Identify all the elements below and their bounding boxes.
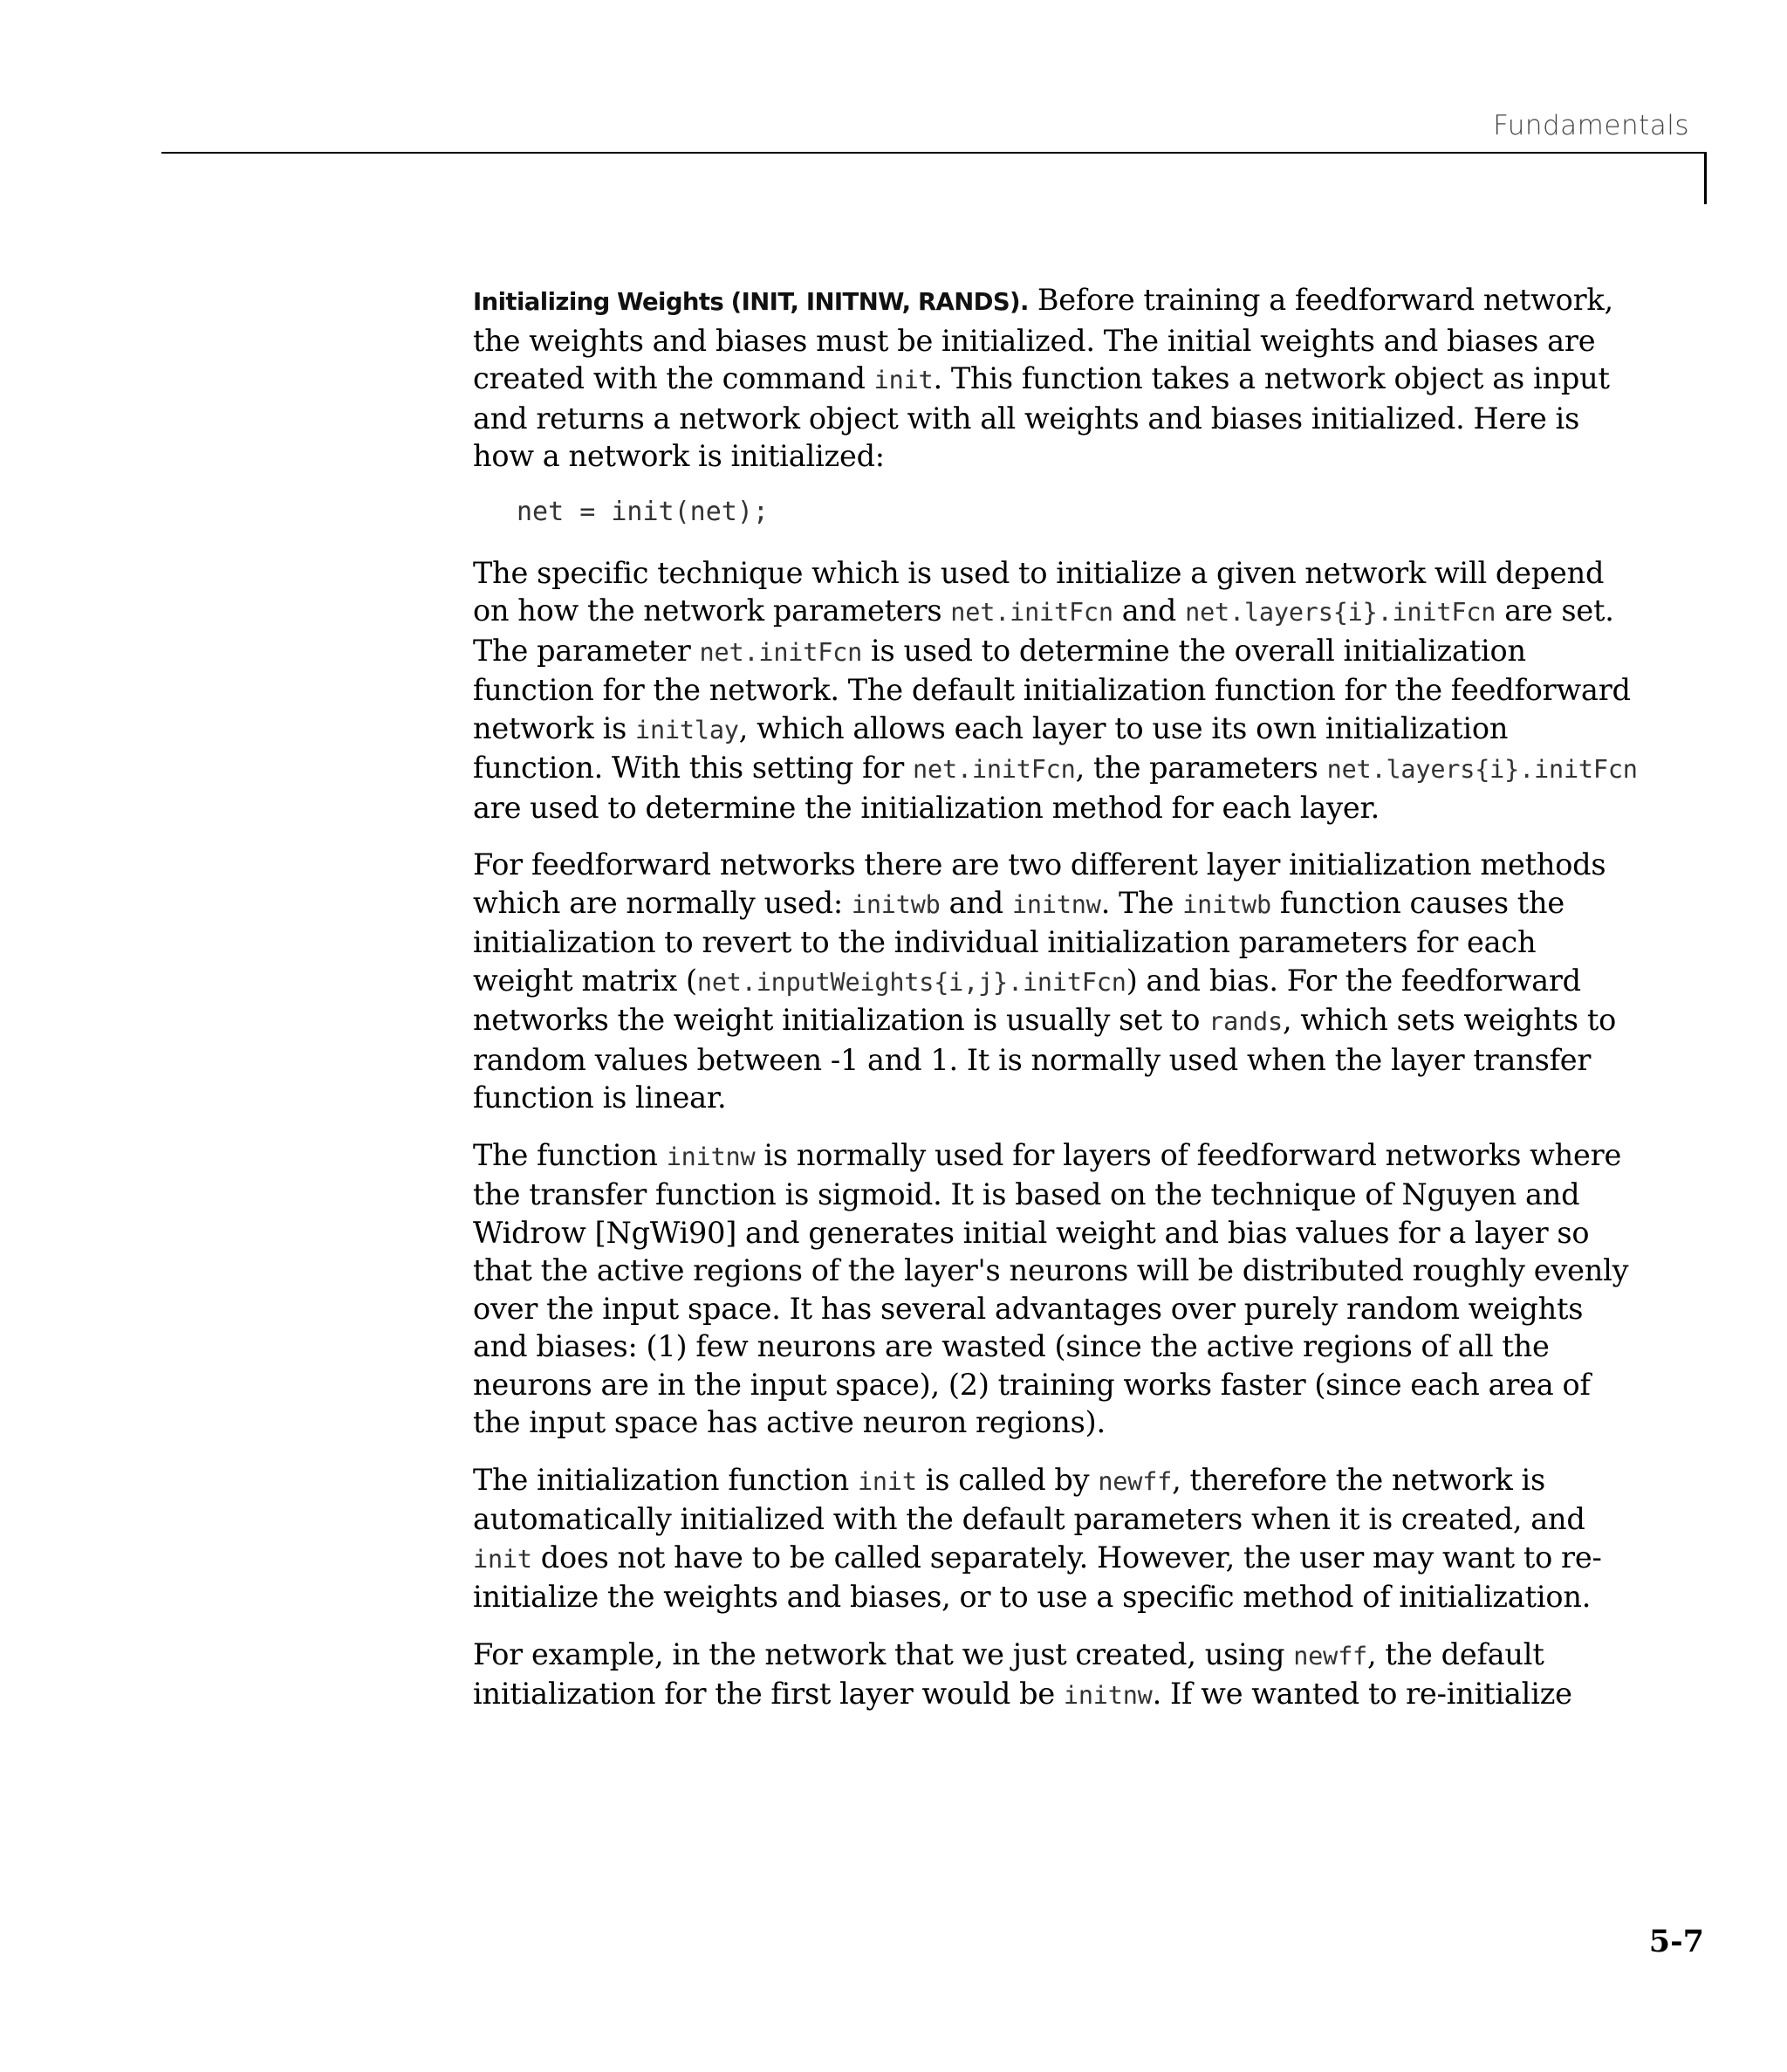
text-run: are set. The parameter [473,593,1614,668]
code-inline: net.initFcn [913,755,1076,784]
text-run: is called by [916,1462,1099,1497]
code-inline: net.inputWeights{i,j}.initFcn [696,967,1126,997]
paragraph-initnw [473,1136,1638,1442]
code-inline: initwb [1182,889,1271,919]
text-run: does not have to be called separately. However, the user may want to re-initialize the weights and biases, or to use a specific method of initialization. [473,1540,1602,1614]
code-inline: init [873,366,934,395]
code-inline: initlay [635,715,739,744]
text-run: , which allows each layer to use its own initialization function. With this setting for [473,710,1509,785]
text-run: . The [1100,885,1183,920]
code-inline: net.layers{i}.initFcn [1185,598,1496,627]
section-header-title: Fundamentals [1493,110,1689,141]
text-run: , the default initialization for the first layer would be [473,1636,1544,1711]
paragraph-initializing-weights [473,281,1638,476]
code-inline: initnw [666,1142,756,1171]
header-corner-mark [1704,152,1707,204]
code-inline: net.initFcn [950,598,1113,627]
paragraph-init-called-by-newff [473,1461,1638,1616]
code-inline: net.layers{i}.initFcn [1326,755,1638,784]
code-inline: net.initFcn [699,637,863,667]
run-in-heading: Initializing Weights (INIT, INITNW, RANDS). [473,288,1029,316]
text-run: For feedforward networks there are two different layer initialization methods which are normally used: [473,847,1606,920]
code-inline: initnw [1063,1681,1153,1710]
text-run: . If we wanted to re-initialize [1152,1677,1572,1711]
text-run: and [940,885,1012,920]
header-rule [161,152,1707,154]
text-run: is used to determine the overall initialization function for the network. The default initialization function for the feedforward network is [473,633,1631,745]
code-inline: initwb [851,889,941,919]
code-inline: newff [1098,1466,1173,1496]
code-inline: initnw [1011,889,1101,919]
text-run: are used to determine the initialization method for each layer. [473,790,1380,825]
text-run: The initialization function [473,1462,858,1497]
paragraph-layer-init-methods [473,846,1638,1117]
text-run: function causes the initialization to revert to the individual initialization parameters for each weight matrix ( [473,885,1565,998]
text-run: For example, in the network that we just created, using [473,1636,1294,1671]
code-inline: newff [1293,1641,1367,1671]
text-run: . This function takes a network object as input and returns a network object with all weights and biases initialized. Here is how a network is initialized: [473,361,1610,473]
code-inline: init [473,1544,532,1574]
text-run: ) and bias. For the feedforward networks the weight initialization is usually set to [473,963,1581,1037]
text-run: , the parameters [1075,751,1327,785]
text-run: , therefore the network is automatically initialized with the default parameters when it is created, and [473,1462,1585,1536]
paragraph-init-technique [473,554,1638,827]
text-run: Before training a feedforward network, the weights and biases must be initialized. The initial weights and biases are created with the command [473,283,1613,395]
text-run: The specific technique which is used to initialize a given network will depend on how the network parameters [473,555,1605,628]
text-run: and [1113,593,1186,628]
code-inline: init [857,1466,917,1496]
page-number: 5-7 [1648,1924,1704,1959]
page-content [473,281,1638,1734]
text-run: , which sets weights to random values between -1 and 1. It is normally used when the layer transfer function is linear. [473,1003,1617,1115]
text-run: is normally used for layers of feedforward networks where the transfer function is sigmoid. It is based on the technique of Nguyen and Widrow [NgWi90] and generates initial weight and bias values for a layer so that the active regions of the layer's neurons will be distributed roughly evenly over the input space. It has several advantages over purely random weights and biases: (1) few neurons are wasted (since the active regions of all the neurons are in the input space), (2) training works faster (since each area of the input space has active neuron regions). [473,1137,1629,1439]
code-inline: rands [1208,1007,1283,1036]
code-example-block: net = init(net); [517,496,769,527]
paragraph-example [473,1636,1638,1715]
text-run: The function [473,1137,667,1172]
